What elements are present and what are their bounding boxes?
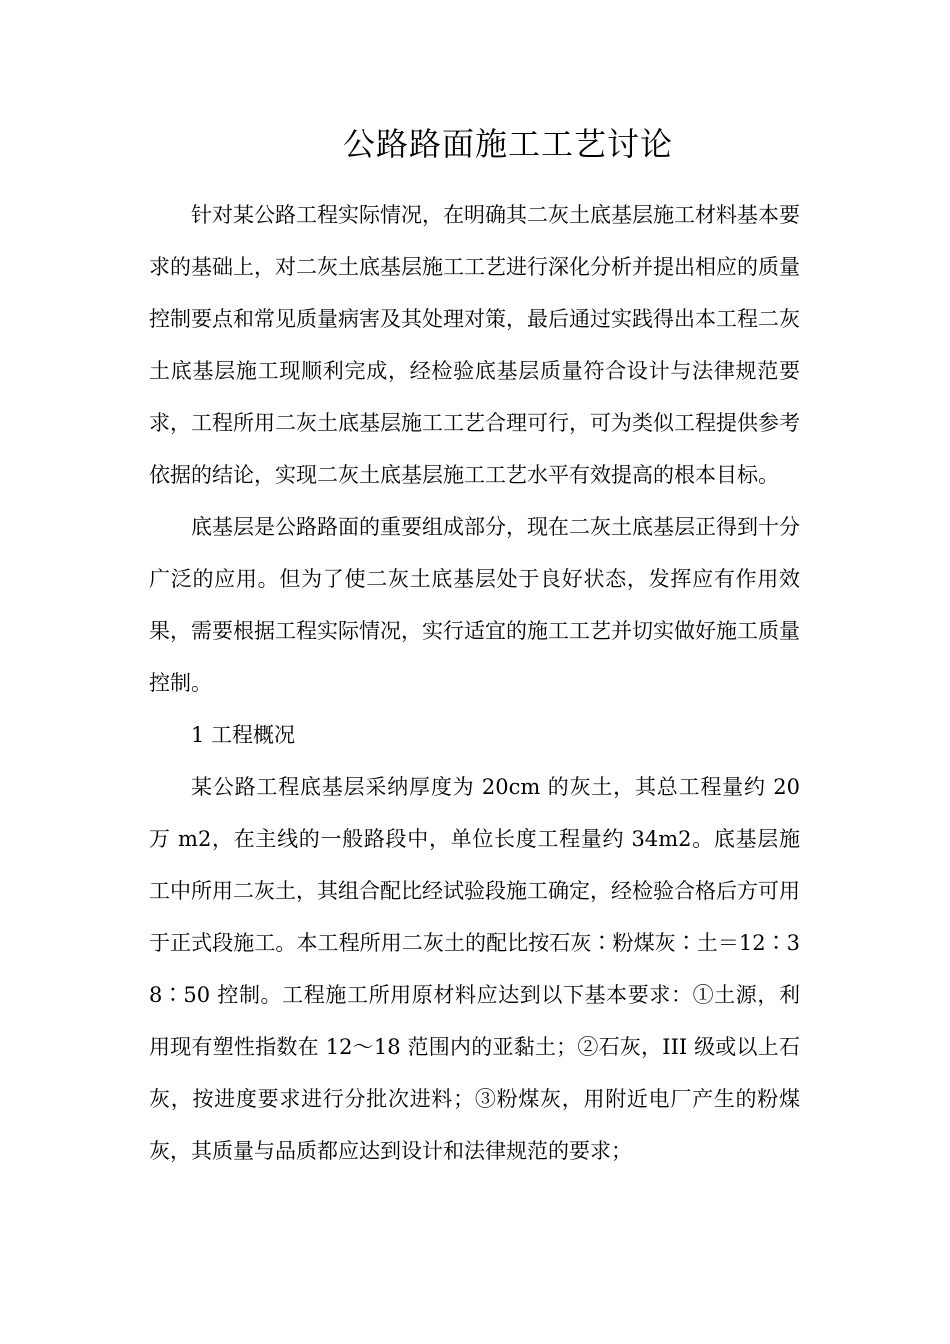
paragraph-overview: 某公路工程底基层采纳厚度为 20cm 的灰土，其总工程量约 20 万 m2，在主线的一般路段中，单位长度工程量约 34m2。底基层施工中所用二灰土，其组合配比经试验段施工确定，经检验合格后方可用于正式段施工。本工程所用二灰土的配比按石灰∶粉煤灰∶土＝12∶38∶50 控制。工程施工所用原材料应达到以下基本要求：①土源，利用现有塑性指数在 12～18 范围内的亚黏土；②石灰，III 级或以上石灰，按进度要求进行分批次进料；③粉煤灰，用附近电厂产生的粉煤灰，其质量与品质都应达到设计和法律规范的要求； <box>149 775 800 1163</box>
paragraph-abstract: 针对某公路工程实际情况，在明确其二灰土底基层施工材料基本要求的基础上，对二灰土底基层施工工艺进行深化分析并提出相应的质量控制要点和常见质量病害及其处理对策，最后通过实践得出本工程二灰土底基层施工现顺利完成，经检验底基层质量符合设计与法律规范要求，工程所用二灰土底基层施工工艺合理可行，可为类似工程提供参考依据的结论，实现二灰土底基层施工工艺水平有效提高的根本目标。 <box>149 203 800 487</box>
section-heading: 1 工程概况 <box>191 723 296 747</box>
document-title: 公路路面施工工艺讨论 <box>342 125 673 163</box>
document-body <box>149 189 800 1177</box>
paragraph-intro: 底基层是公路路面的重要组成部分，现在二灰土底基层正得到十分广泛的应用。但为了使二灰土底基层处于良好状态，发挥应有作用效果，需要根据工程实际情况，实行适宜的施工工艺并切实做好施工质量控制。 <box>149 515 800 695</box>
